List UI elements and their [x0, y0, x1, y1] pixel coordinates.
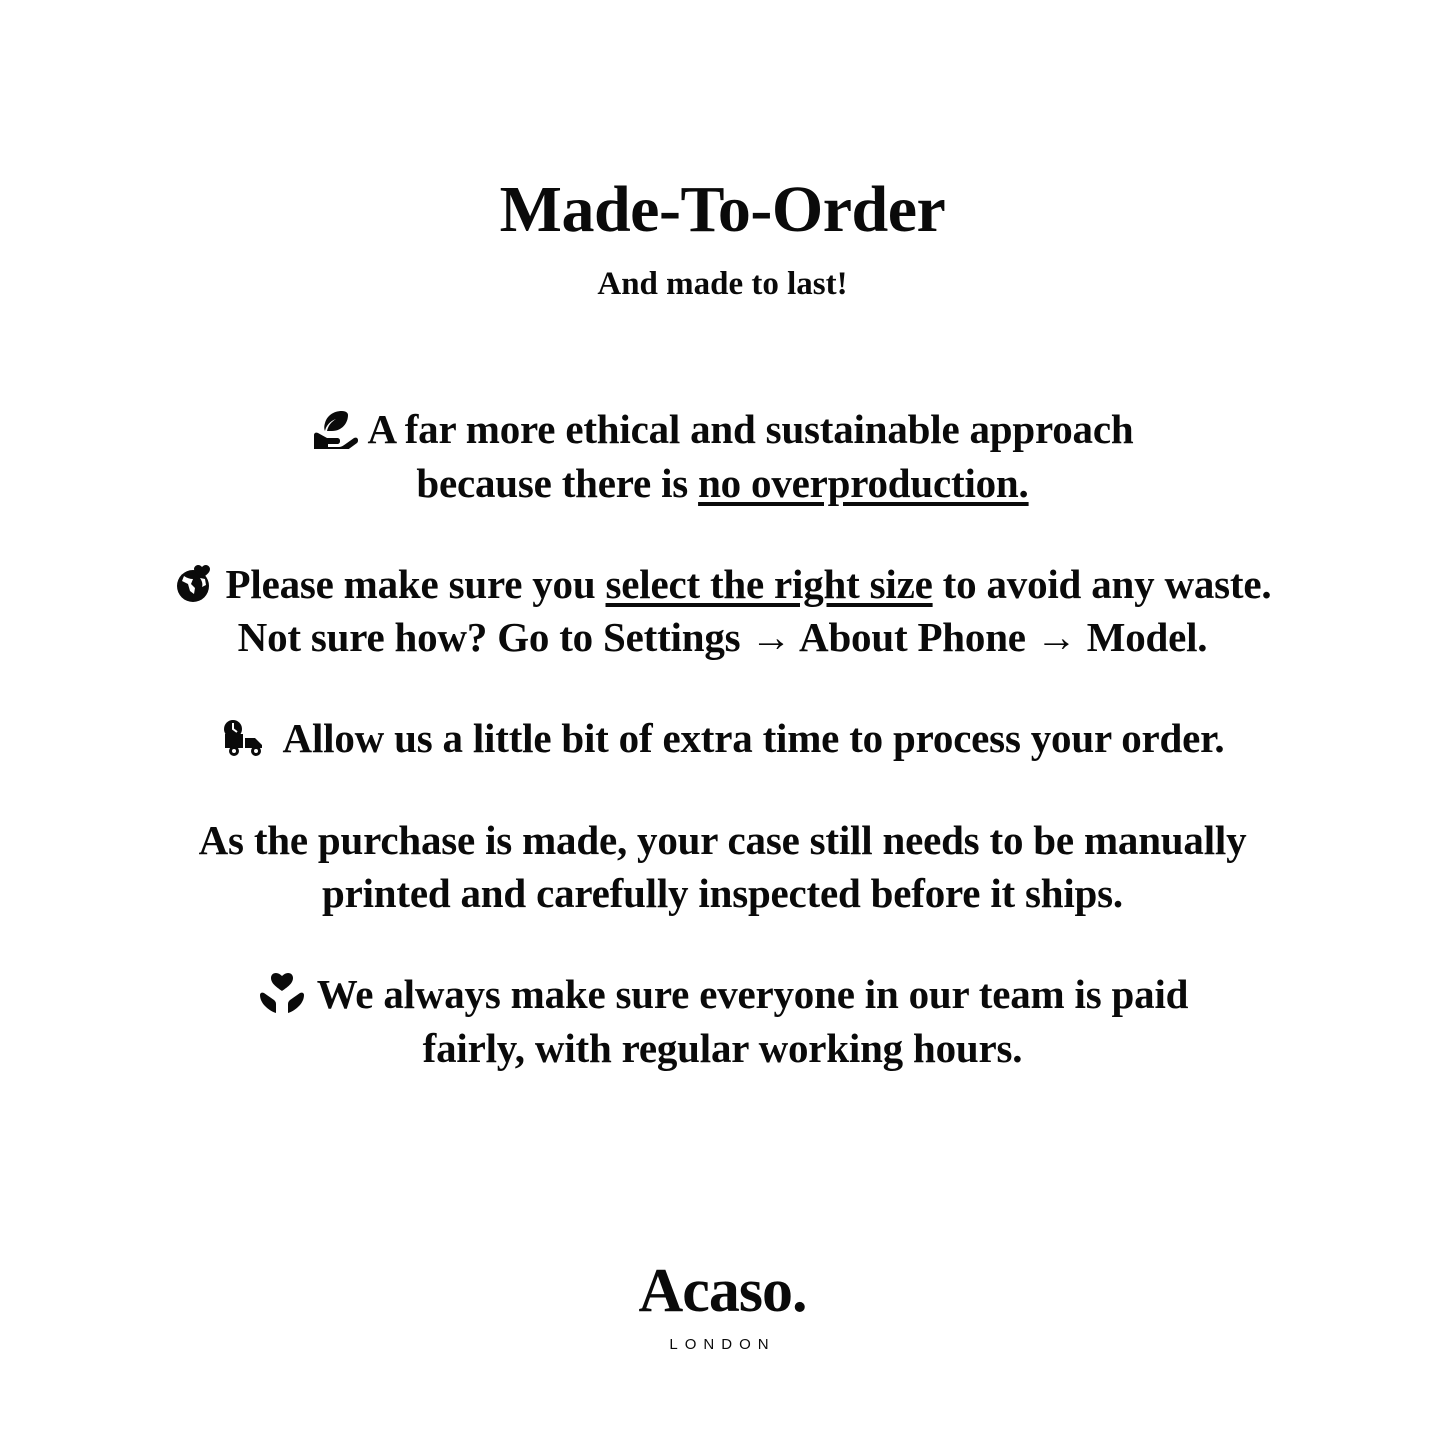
page-title: Made-To-Order: [499, 173, 946, 246]
point-2-emphasis: select the right size: [605, 560, 933, 607]
delivery-truck-clock-icon: [221, 718, 273, 758]
heart-hands-icon: [257, 972, 307, 1014]
point-2-line-1-prefix: Please make sure you: [225, 560, 606, 607]
point-4-line-2: printed and carefully inspected before it ships.: [322, 870, 1123, 917]
point-2-line-1-suffix: to avoid any waste.: [932, 560, 1272, 607]
points-list: [0, 383, 1445, 1075]
point-sustainable-approach: [40, 403, 1405, 510]
point-1-emphasis: no overproduction.: [698, 459, 1029, 506]
leaf-hand-icon: [312, 409, 358, 449]
page-subtitle: And made to last!: [597, 266, 848, 303]
point-5-line-1: We always make sure everyone in our team is paid: [316, 971, 1189, 1018]
point-1-line-2-prefix: because there is: [416, 459, 699, 506]
point-5-line-2: fairly, with regular working hours.: [422, 1024, 1023, 1071]
point-fair-pay: [40, 968, 1405, 1075]
point-manual-printing: [40, 814, 1405, 921]
brand-footer: [0, 1257, 1445, 1353]
point-2-line-2: Not sure how? Go to Settings → About Phone → Model.: [237, 614, 1208, 661]
brand-location: LONDON: [669, 1336, 776, 1353]
point-1-line-1: A far more ethical and sustainable approach: [367, 406, 1134, 453]
header: [0, 0, 1445, 303]
point-3-line-1: Allow us a little bit of extra time to process your order.: [282, 715, 1225, 762]
point-4-line-1: As the purchase is made, your case still needs to be manually: [198, 816, 1247, 863]
brand-logo: Acaso.: [638, 1257, 807, 1325]
point-processing-time: [40, 712, 1405, 765]
globe-heart-icon: [174, 564, 216, 604]
point-select-right-size: [40, 558, 1405, 665]
